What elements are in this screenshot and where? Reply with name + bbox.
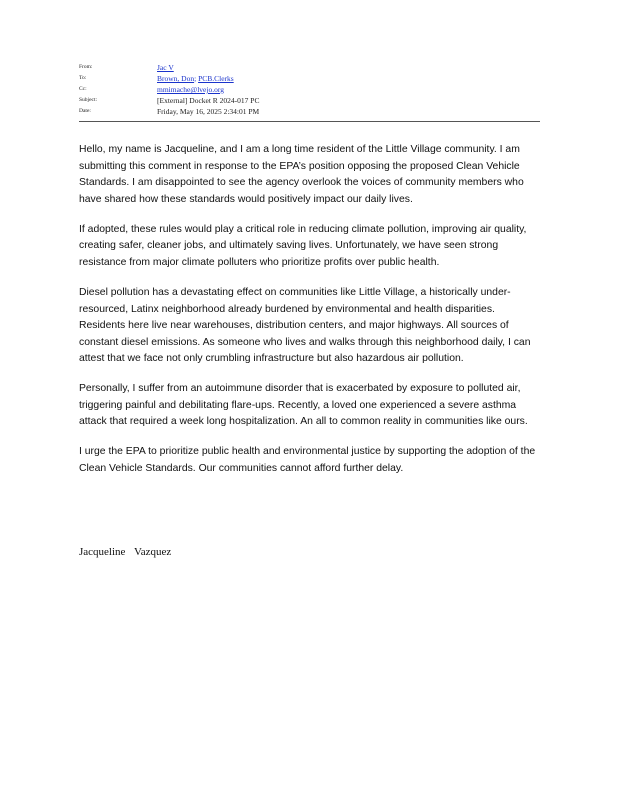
to-label: To: (79, 75, 87, 81)
date-row (79, 106, 540, 117)
from-link[interactable]: Jac V (157, 63, 174, 72)
cc-link[interactable]: mmimache@lvejo.org (157, 85, 224, 94)
to-recipient-2-link[interactable]: PCB.Clerks (198, 74, 234, 83)
paragraph: I urge the EPA to prioritize public health and environmental justice by supporting the adoption of the Clean Vehicle Standards. Our communities cannot afford further delay. (79, 446, 536, 475)
header-divider (79, 121, 540, 122)
signature: Jacqueline Vazquez (79, 546, 172, 558)
recipient-separator: ; (194, 74, 199, 83)
cc-row (79, 84, 540, 95)
date-value: Friday, May 16, 2025 2:34:01 PM (157, 107, 260, 116)
from-row (79, 62, 540, 73)
subject-row (79, 95, 540, 106)
paragraph: Hello, my name is Jacqueline, and I am a long time resident of the Little Village community. I am submitting this comment in response to the EPA’s position opposing the proposed Clean Vehicle Standards. I am disappointed to see the agency overlook the voices of community members who have shared how these standards would positively impact our daily lives. (79, 144, 524, 205)
paragraph: Diesel pollution has a devastating effect on communities like Little Village, a historically under-resourced, Latinx neighborhood already burdened by environmental and health disparities. Residents here live near warehouses, distribution centers, and major highways. All sources of constant diesel emissions. As someone who lives and walks through this neighborhood daily, I can attest that we face not only crumbling infrastructure but also hazardous air pollution. (79, 286, 531, 365)
from-label: From: (79, 64, 93, 70)
subject-label: Subject: (79, 97, 98, 103)
subject-value: [External] Docket R 2024-017 PC (157, 96, 260, 105)
to-recipient-1-link[interactable]: Brown, Don (157, 74, 195, 83)
email-body (79, 142, 541, 491)
to-row (79, 73, 540, 84)
cc-label: Cc: (79, 86, 87, 92)
paragraph: Personally, I suffer from an autoimmune disorder that is exacerbated by exposure to polluted air, triggering painful and debilitating flare-ups. Recently, a loved one experienced a severe asthma attack that required a week long hospitalization. An all to common reality in communities like ours. (79, 383, 528, 428)
date-label: Date: (79, 108, 91, 114)
paragraph: If adopted, these rules would play a critical role in reducing climate pollution, improving air quality, creating safer, cleaner jobs, and ultimately saving lives. Unfortunately, we have seen strong resistance from major climate polluters who prioritize profits over public health. (79, 223, 527, 268)
email-header (79, 62, 540, 117)
